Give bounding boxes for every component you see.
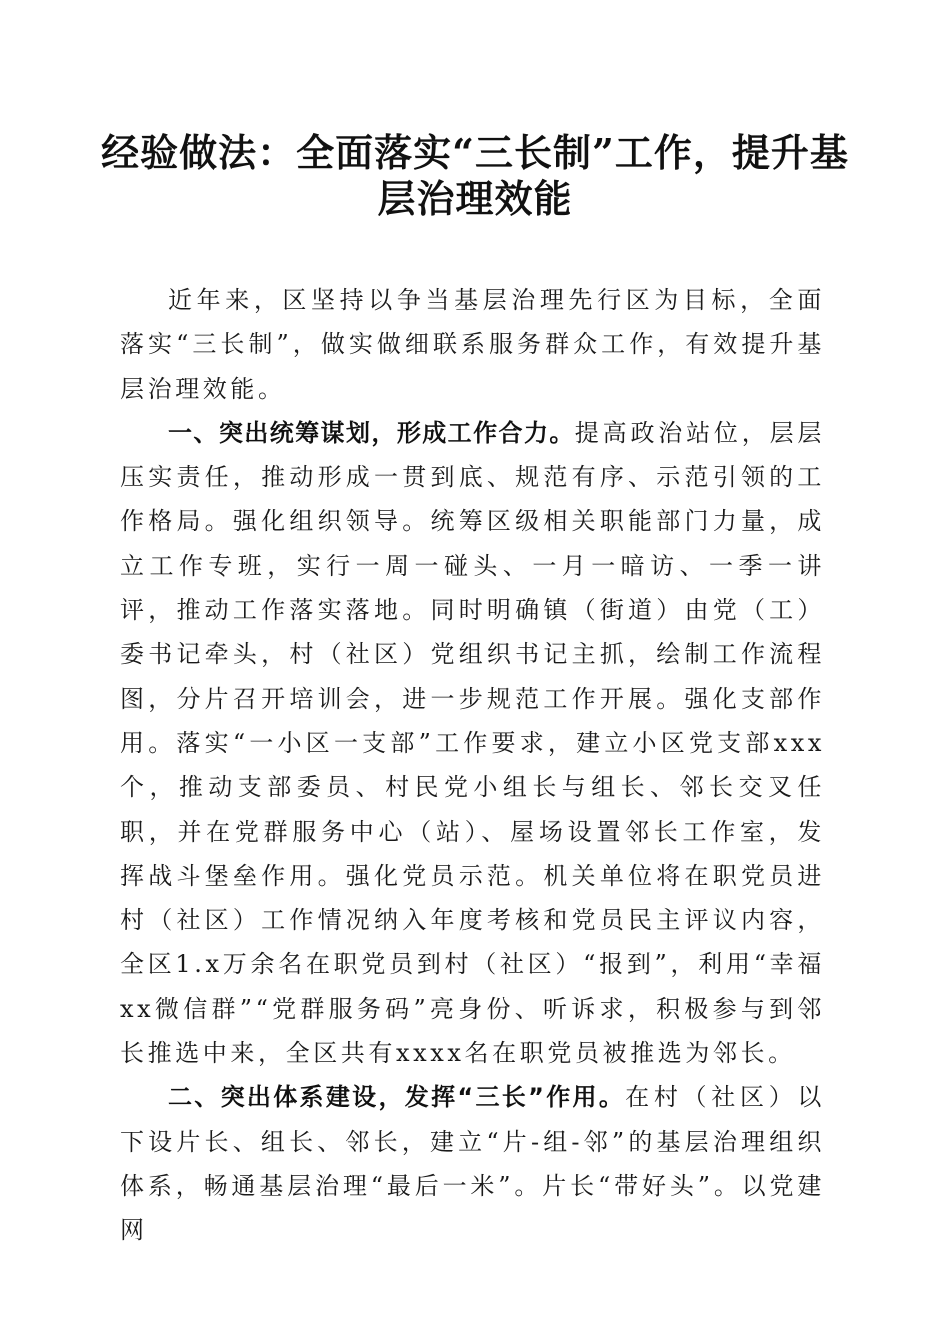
section-one-heading: 一、突出统筹谋划，形成工作合力。: [168, 418, 575, 447]
intro-paragraph: [120, 278, 825, 411]
section-one-paragraph: [120, 411, 825, 1075]
section-two-paragraph: [120, 1075, 825, 1252]
intro-paragraph-text: 近年来，区坚持以争当基层治理先行区为目标，全面落实“三长制”，做实做细联系服务群众工作，有效提升基层治理效能。: [120, 286, 825, 403]
document-body: [120, 278, 825, 1253]
document-title: 经验做法：全面落实“三长制”工作，提升基层治理效能: [101, 130, 849, 221]
section-two-text: 在村（社区）以下设片长、组长、邻长，建立“片-组-邻”的基层治理组织体系，畅通基层治理“最后一米”。片长“带好头”。以党建网: [120, 1083, 826, 1245]
section-two-heading: 二、突出体系建设，发挥“三长”作用。: [168, 1083, 626, 1112]
section-one-text: 提高政治站位，层层压实责任，推动形成一贯到底、规范有序、示范引领的工作格局。强化组织领导。统筹区级相关职能部门力量，成立工作专班，实行一周一碰头、一月一暗访、一季一讲评，推动工作落实落地。同时明确镇（街道）由党（工）委书记牵头，村（社区）党组织书记主抓，绘制工作流程图，分片召开培训会，进一步规范工作开展。强化支部作用。落实“一小区一支部”工作要求，建立小区党支部xxx个，推动支部委员、村民党小组长与组长、邻长交叉任职，并在党群服务中心（站）、屋场设置邻长工作室，发挥战斗堡垒作用。强化党员示范。机关单位将在职党员进村（社区）工作情况纳入年度考核和党员民主评议内容，全区1.x万余名在职党员到村（社区）“报到”，利用“幸福xx微信群”“党群服务码”亮身份、听诉求，积极参与到邻长推选中来，全区共有xxxx名在职党员被推选为邻长。: [120, 418, 825, 1068]
